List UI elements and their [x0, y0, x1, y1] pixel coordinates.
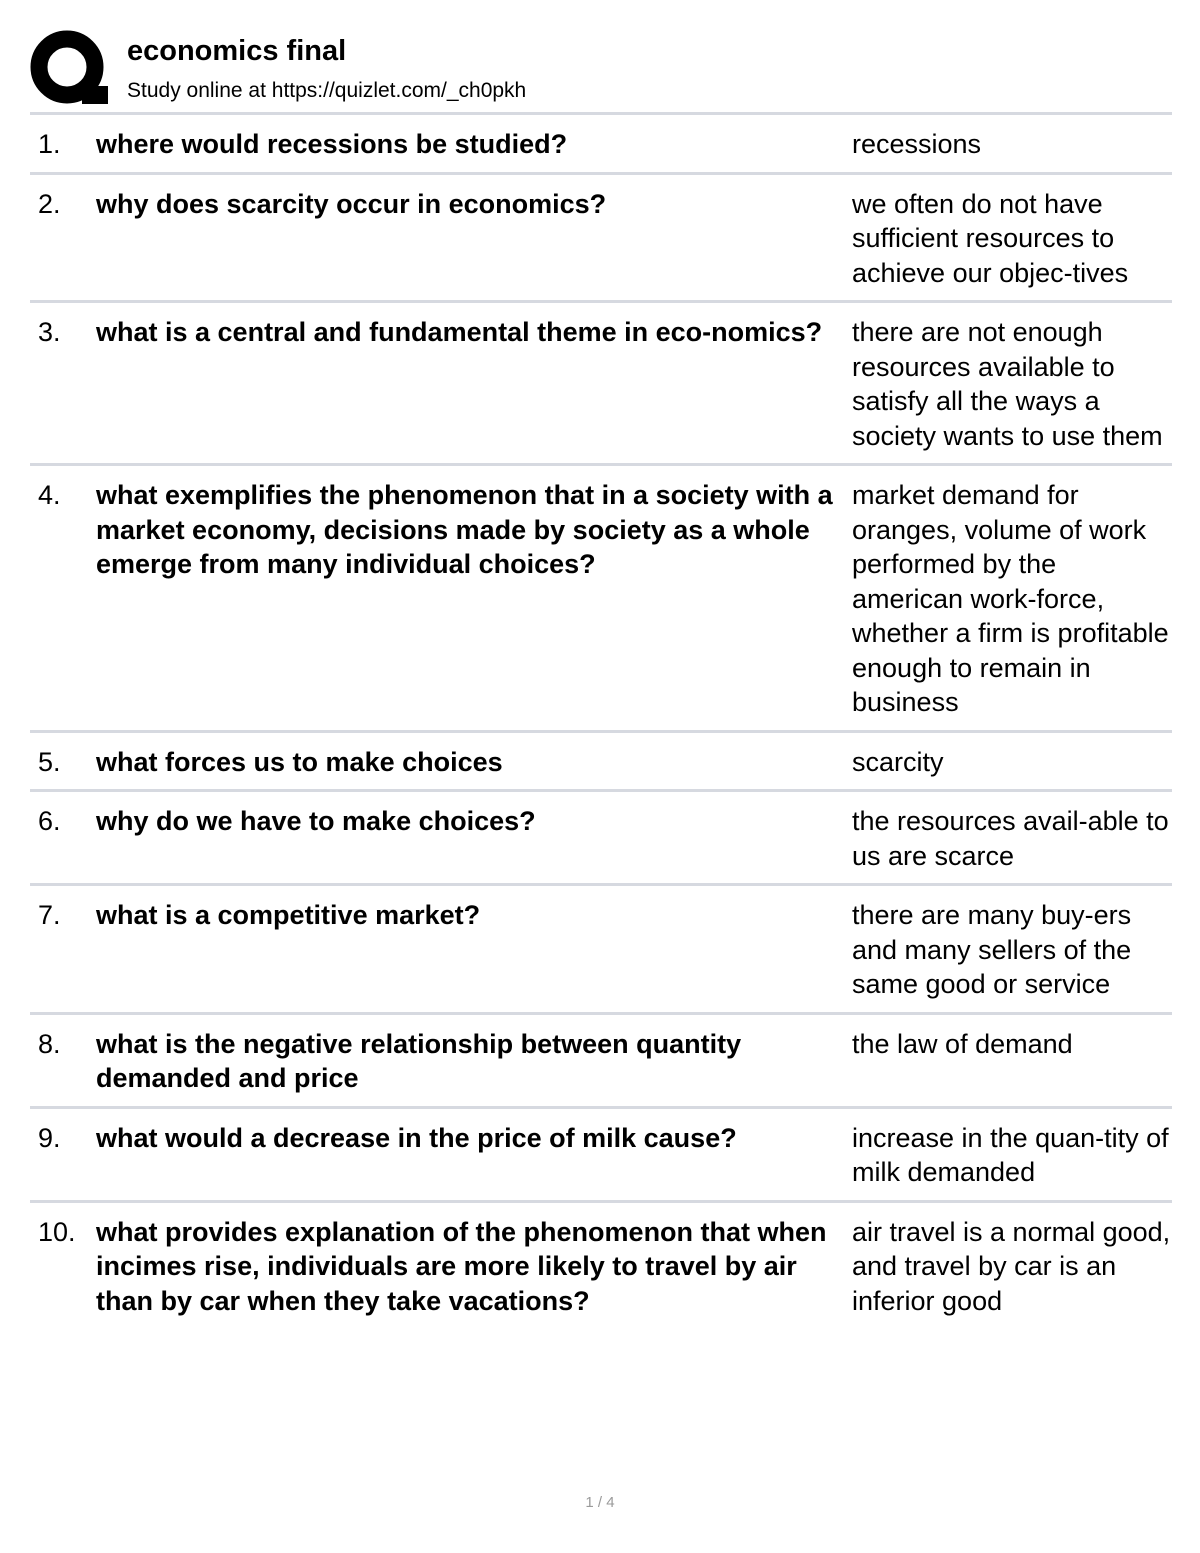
card-number: 7. [38, 900, 61, 930]
quizlet-q-logo-icon [30, 30, 108, 108]
card-term: what forces us to make choices [96, 746, 503, 777]
card-term: what is a central and fundamental theme in eco-nomics? [96, 317, 823, 347]
card-definition: the resources avail-able to us are scarce [852, 806, 1169, 871]
card-number: 6. [38, 806, 61, 836]
document-header [30, 28, 1172, 112]
flashcard-row [30, 1012, 1172, 1106]
flashcard-row [30, 730, 1172, 790]
card-number: 1. [38, 129, 61, 159]
card-number: 10. [38, 1216, 76, 1247]
flashcard-row [30, 883, 1172, 1012]
card-term: what is the negative relationship between quantity demanded and price [96, 1028, 742, 1093]
card-definition: recessions [852, 129, 982, 159]
card-definition: there are many buy-ers and many sellers of the same good or service [852, 900, 1132, 999]
card-number: 5. [38, 746, 61, 777]
card-definition: market demand for oranges, volume of work performed by the american work-force, whether a firm is profitable enough to remain in business [852, 480, 1169, 717]
card-term: where would recessions be studied? [96, 129, 568, 159]
card-number: 2. [38, 188, 61, 219]
flashcard-row [30, 463, 1172, 730]
flashcard-list [30, 112, 1172, 1328]
flashcard-row [30, 1200, 1172, 1329]
card-definition: increase in the quan-tity of milk demanded [852, 1122, 1169, 1187]
flashcard-row [30, 300, 1172, 463]
card-term: what would a decrease in the price of milk cause? [96, 1122, 737, 1153]
card-definition: there are not enough resources available to satisfy all the ways a society wants to use them [852, 317, 1163, 451]
card-definition: we often do not have sufficient resources to achieve our objec-tives [852, 188, 1129, 288]
card-number: 4. [38, 480, 61, 510]
card-term: what provides explanation of the phenomenon that when incimes rise, individuals are more likely to travel by air than by car when they take vacations? [96, 1216, 827, 1316]
document-title: economics final [127, 35, 347, 67]
flashcard-row [30, 1106, 1172, 1200]
card-number: 9. [38, 1122, 61, 1153]
flashcard-row [30, 112, 1172, 172]
card-number: 8. [38, 1028, 61, 1059]
card-number: 3. [38, 317, 61, 347]
card-term: why do we have to make choices? [96, 806, 536, 836]
card-definition: air travel is a normal good, and travel by car is an inferior good [852, 1216, 1171, 1316]
card-definition: the law of demand [852, 1028, 1073, 1059]
flashcard-row [30, 172, 1172, 301]
page-number: 1 / 4 [585, 1494, 615, 1511]
card-term: why does scarcity occur in economics? [96, 188, 607, 219]
card-definition: scarcity [852, 746, 944, 777]
card-term: what exemplifies the phenomenon that in a society with a market economy, decisions made by society as a whole emerge from many individual choices? [96, 480, 833, 579]
document-subtitle: Study online at https://quizlet.com/_ch0pkh [127, 79, 527, 102]
flashcard-row [30, 789, 1172, 883]
card-term: what is a competitive market? [96, 900, 481, 930]
